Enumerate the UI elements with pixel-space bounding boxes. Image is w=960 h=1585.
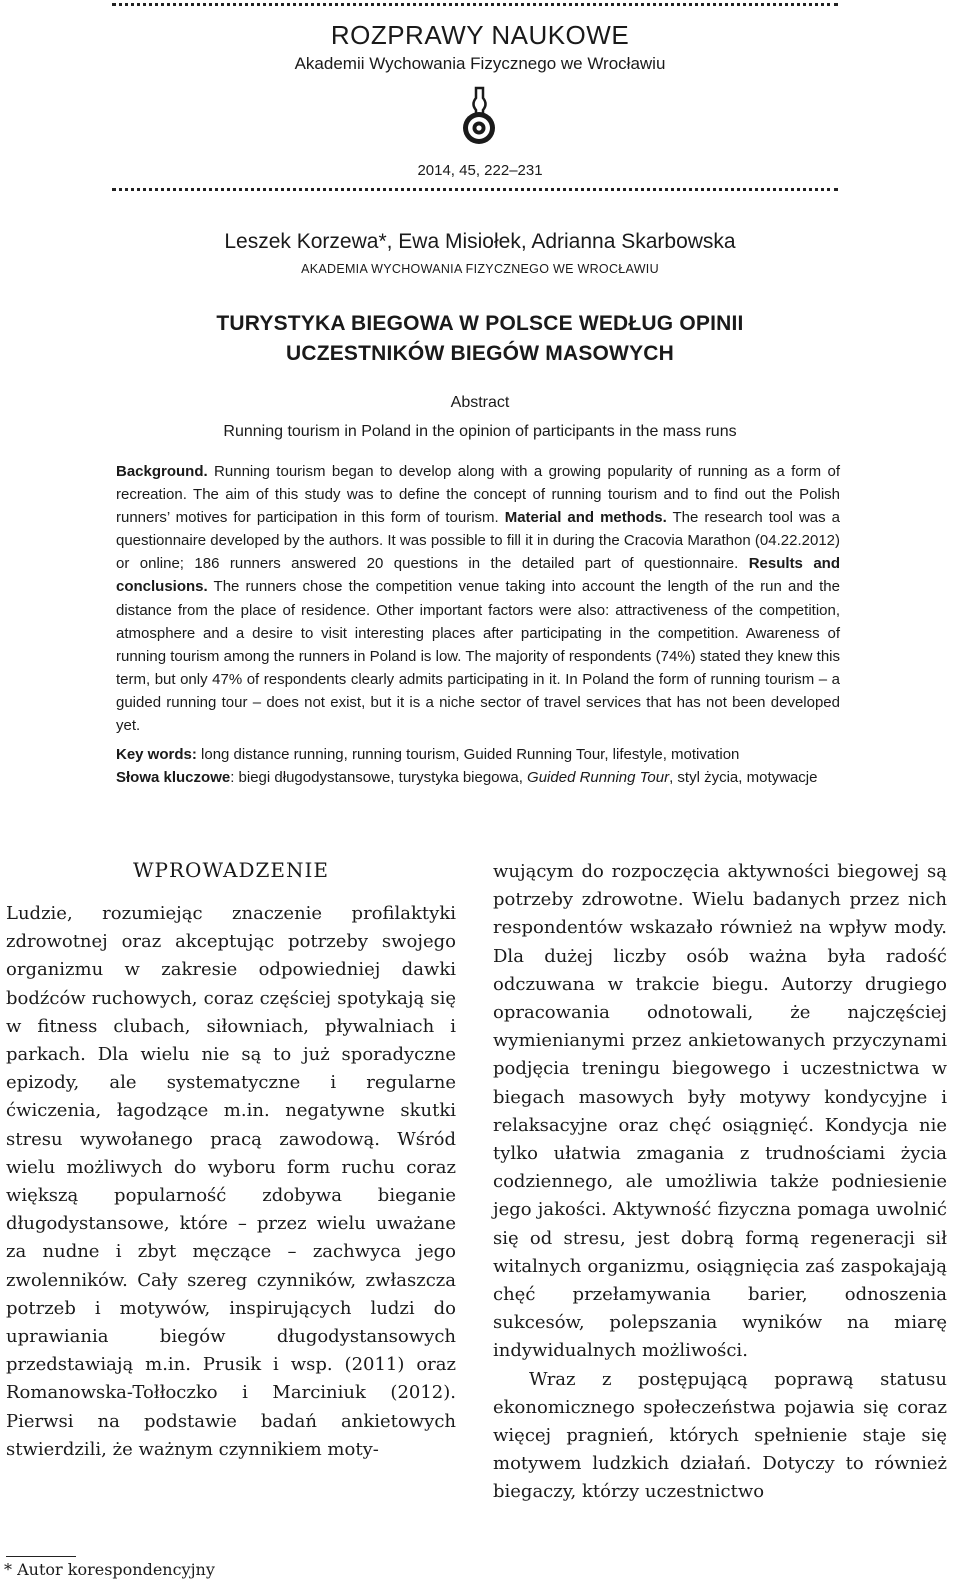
keywords-pl-label: Słowa kluczowe bbox=[116, 769, 231, 786]
affiliation: AKADEMIA WYCHOWANIA FIZYCZNEGO WE WROCŁAWIU bbox=[301, 262, 659, 276]
top-dotted-rule bbox=[112, 3, 838, 6]
authors: Leszek Korzewa*, Ewa Misiołek, Adrianna Skarbowska bbox=[224, 230, 736, 253]
methods-text: The research tool was a questionnaire developed by the authors. It was possible to fill it in during the Cracovia Marathon (04.22.2012) or online; 186 runners answered 20 questions in the detailed part of questionnaire. bbox=[116, 509, 840, 573]
keywords-en-label: Key words: bbox=[116, 746, 197, 763]
left-paragraph: Ludzie, rozumiejąc znaczenie profilaktyki zdrowotnej oraz akceptując potrzeby swojego organizmu w zakresie odpowiedniej dawki bodźców ruchowych, coraz częściej spotykają się w fitness clubach, siłowniach, pływalniach i parkach. Dla wielu nie są to już sporadyczne epizody, ale systematyczne i regularne ćwiczenia, łagodzące m.in. negatywne skutki stresu wywołanego pracą zawodową. Wśród wielu możliwych do wyboru form ruchu coraz większą popularność zdobywa bieganie długodystansowe, które – przez wielu uważane za nudne i zbyt męczące – zachwyca jego zwolenników. Cały szereg czynników, zwłaszcza potrzeb i motywów, inspirujących ludzi do uprawiania biegów długodystansowych przedstawiają m.in. Prusik i wsp. (2011) oraz Romanowska-Tołłoczko i Marciniuk (2012). Pierwsi na podstawie badań ankietowych stwierdzili, że ważnym czynnikiem moty- bbox=[6, 903, 456, 1460]
journal-subtitle: Akademii Wychowania Fizycznego we Wrocławiu bbox=[294, 54, 666, 73]
results-text: The runners chose the competition venue taking into account the length of the run and the distance from the place of residence. Other important factors were also: attractiveness of the competition, atmosphere and a desire to visit interesting places after participating in the competition. Awareness of running tourism among the runners in Poland is low. The majority of respondents (74%) stated they knew this term, but only 47% of respondents clearly admits participating in it. In Poland the form of running tourism – a guided running tour – does not exist, but it is a niche sector of travel services that has not been developed yet. bbox=[116, 578, 840, 735]
footnote-rule bbox=[6, 1556, 76, 1557]
abstract-body bbox=[116, 460, 840, 737]
keywords-en-text: long distance running, running tourism, Guided Running Tour, lifestyle, motivation bbox=[196, 746, 740, 763]
abstract-title: Running tourism in Poland in the opinion of participants in the mass runs bbox=[223, 423, 737, 440]
background-label: Background. bbox=[116, 463, 208, 480]
abstract-label: Abstract bbox=[450, 394, 510, 411]
article-title-line-2: UCZESTNIKÓW BIEGÓW MASOWYCH bbox=[285, 342, 675, 365]
footnote: * Autor korespondencyjny bbox=[4, 1560, 215, 1579]
methods-label: Material and methods. bbox=[498, 509, 667, 527]
citation: 2014, 45, 222–231 bbox=[417, 162, 543, 179]
keywords-en bbox=[116, 744, 840, 766]
body-column-left bbox=[6, 900, 456, 1464]
article-title-line-1: TURYSTYKA BIEGOWA W POLSCE WEDŁUG OPINII bbox=[216, 312, 744, 335]
header-dotted-rule bbox=[112, 188, 838, 191]
keywords-pl-text-italic: Guided Running Tour bbox=[527, 769, 670, 786]
right-paragraph-2: Wraz z postępującą poprawą statusu ekonomicznego społeczeństwa pojawia się coraz więcej pragnień, których spełnienie staje się motywem ludzkich działań. Dotyczy to również biegaczy, którzy uczestnictwo bbox=[493, 1368, 947, 1503]
keywords-pl-text-2: , styl życia, motywacje bbox=[669, 769, 818, 786]
right-paragraph-1: wującym do rozpoczęcia aktywności biegowej są potrzeby zdrowotne. Wielu badanych przez nich respondentów wskazało również na wpływ mody. Dla dużej liczby osób ważna była radość odczuwana w trakcie biegu. Autorzy drugiego opracowania odnotowali, że najczęściej wymienianymi przez ankietowanych przyczynami podjęcia treningu biegowego i uczestnictwa w biegach masowych były motywy kondycyjne i relaksacyjne oraz chęć osiągnięć. Kondycja nie tylko ułatwia zmagania z trudnościami życia codziennego, ale umożliwia także podniesienie jego jakości. Aktywność fizyczna pomaga uwolnić się od stresu, jest dobrą formą regeneracji sił witalnych organizmu, osiągnięcia zaś zaspokajają chęć przełamywania barier, odnoszenia sukcesów, polepszania wyników na miarę indywidualnych możliwości. bbox=[493, 861, 947, 1362]
article-title bbox=[0, 309, 960, 369]
keywords-pl-text-1: : biegi długodystansowe, turystyka biegowa, bbox=[230, 769, 528, 786]
awf-emblem-icon bbox=[456, 86, 502, 148]
journal-title: ROZPRAWY NAUKOWE bbox=[330, 20, 630, 50]
body-column-right bbox=[493, 858, 947, 1507]
section-title: WPROWADZENIE bbox=[132, 858, 329, 882]
keywords-pl bbox=[116, 767, 840, 789]
results-label: Results and conclusions. bbox=[116, 555, 841, 596]
background-text: Running tourism began to develop along with a growing popularity of running as a form of recreation. The aim of this study was to define the concept of running tourism and to find out the Polish runners’ motives for participation in this form of tourism. bbox=[116, 463, 840, 527]
